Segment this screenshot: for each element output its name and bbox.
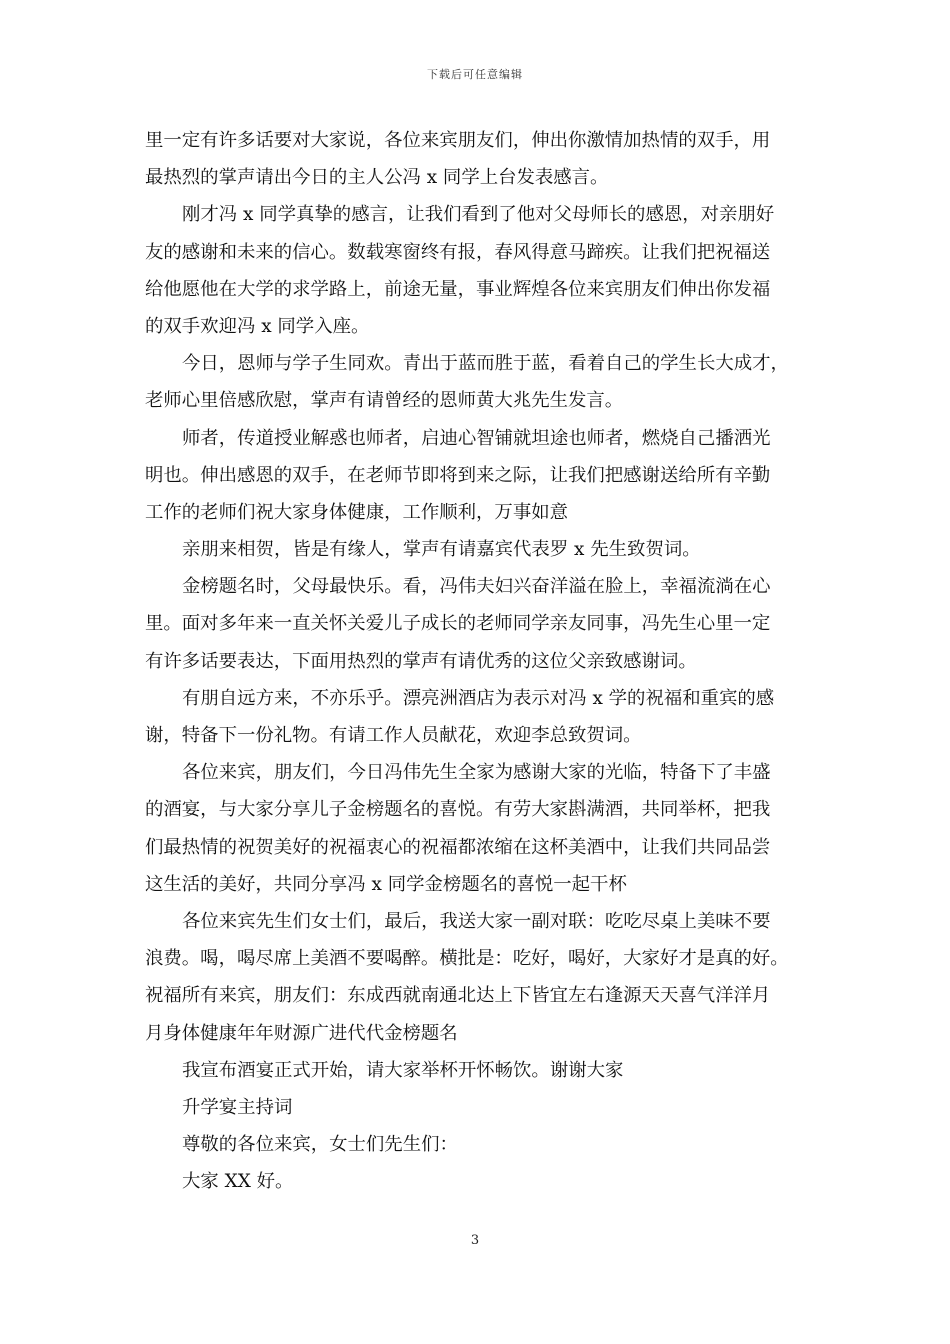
text-line: 今日，恩师与学子生同欢。青出于蓝而胜于蓝，看着自己的学生长大成才， xyxy=(182,353,789,375)
text-line: 有朋自远方来，不亦乐乎。漂亮洲酒店为表示对冯 x 学的祝福和重宾的感 xyxy=(182,687,775,709)
text-line: 的酒宴，与大家分享儿子金榜题名的喜悦。有劳大家斟满酒，共同举杯，把我 xyxy=(145,799,771,821)
text-line: 里。面对多年来一直关怀关爱儿子成长的老师同学亲友同事，冯先生心里一定 xyxy=(145,613,771,635)
page-header: 下载后可任意编辑 xyxy=(427,68,523,81)
text-line: 谢，特备下一份礼物。有请工作人员献花，欢迎李总致贺词。 xyxy=(145,725,642,746)
page-number: 3 xyxy=(470,1233,480,1248)
text-line: 刚才冯 x 同学真挚的感言，让我们看到了他对父母师长的感恩，对亲朋好 xyxy=(182,204,775,226)
text-line: 师者，传道授业解惑也师者，启迪心智铺就坦途也师者，燃烧自己播洒光 xyxy=(182,427,771,449)
text-line: 尊敬的各位来宾，女士们先生们： xyxy=(182,1134,458,1156)
text-line: 友的感谢和未来的信心。数载寒窗终有报，春风得意马蹄疾。让我们把祝福送 xyxy=(145,241,771,263)
text-line: 大家 XX 好。 xyxy=(182,1171,294,1193)
text-line: 明也。伸出感恩的双手，在老师节即将到来之际，让我们把感谢送给所有辛勤 xyxy=(145,464,771,486)
text-line: 亲朋来相贺，皆是有缘人，掌声有请嘉宾代表罗 x 先生致贺词。 xyxy=(182,539,701,561)
text-line: 浪费。喝，喝尽席上美酒不要喝醉。横批是：吃好，喝好，大家好才是真的好。 xyxy=(145,948,789,970)
text-line: 给他愿他在大学的求学路上，前途无量，事业辉煌各位来宾朋友们伸出你发福 xyxy=(145,278,771,300)
text-line: 这生活的美好，共同分享冯 x 同学金榜题名的喜悦一起干杯 xyxy=(145,873,627,895)
text-line: 最热烈的掌声请出今日的主人公冯 x 同学上台发表感言。 xyxy=(145,167,609,189)
text-line: 的双手欢迎冯 x 同学入座。 xyxy=(145,315,370,337)
text-line: 我宣布酒宴正式开始，请大家举杯开怀畅饮。谢谢大家 xyxy=(182,1059,624,1081)
document-body xyxy=(145,122,809,1200)
text-line: 老师心里倍感欣慰，掌声有请曾经的恩师黄大兆先生发言。 xyxy=(145,390,624,412)
text-line: 升学宴主持词 xyxy=(182,1096,293,1118)
text-line: 们最热情的祝贺美好的祝福衷心的祝福都浓缩在这杯美酒中，让我们共同品尝 xyxy=(145,836,771,858)
text-line: 有许多话要表达，下面用热烈的掌声有请优秀的这位父亲致感谢词。 xyxy=(145,650,697,672)
text-line: 金榜题名时，父母最快乐。看，冯伟夫妇兴奋洋溢在脸上，幸福流淌在心 xyxy=(182,576,771,598)
text-line: 工作的老师们祝大家身体健康，工作顺利，万事如意 xyxy=(145,501,568,523)
text-line: 各位来宾，朋友们，今日冯伟先生全家为感谢大家的光临，特备下了丰盛 xyxy=(182,762,771,784)
text-line: 各位来宾先生们女士们，最后，我送大家一副对联：吃吃尽桌上美味不要 xyxy=(182,910,771,932)
text-line: 祝福所有来宾，朋友们：东成西就南通北达上下皆宜左右逢源天天喜气洋洋月 xyxy=(145,985,771,1007)
text-line: 月身体健康年年财源广进代代金榜题名 xyxy=(145,1022,458,1044)
text-line: 里一定有许多话要对大家说，各位来宾朋友们，伸出你激情加热情的双手，用 xyxy=(145,130,771,151)
